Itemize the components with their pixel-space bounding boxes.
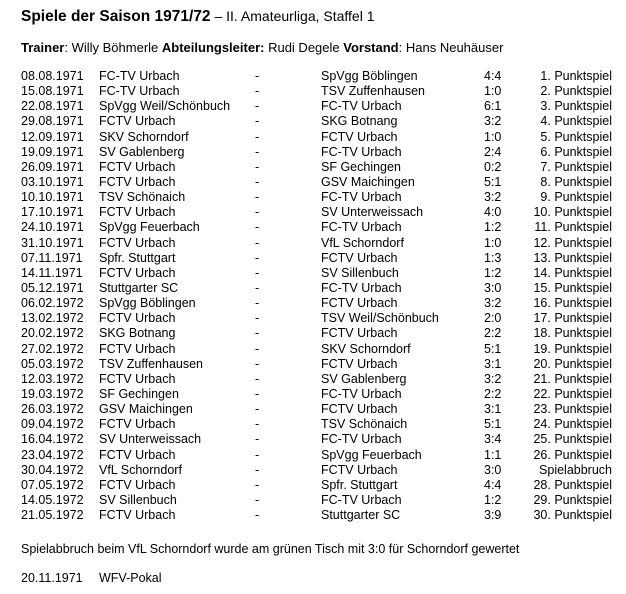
match-date: 26.03.1972 xyxy=(21,402,84,417)
home-team: FCTV Urbach xyxy=(99,159,176,174)
match-separator: - xyxy=(255,402,260,417)
match-separator: - xyxy=(255,84,260,99)
match-row xyxy=(21,160,621,175)
match-score: 3:4 xyxy=(484,432,502,447)
match-separator: - xyxy=(255,159,260,174)
match-row xyxy=(21,190,621,205)
match-score: 3:0 xyxy=(484,462,502,477)
away-team: FC-TV Urbach xyxy=(321,99,402,114)
match-date: 12.09.1971 xyxy=(21,129,84,144)
match-round: 11. Punktspiel xyxy=(534,220,612,235)
away-team: Stuttgarter SC xyxy=(321,508,401,523)
season-title: Spiele der Saison 1971/72 xyxy=(21,8,211,25)
match-date: 24.10.1971 xyxy=(21,220,84,235)
page-title xyxy=(21,8,375,26)
match-date: 12.03.1972 xyxy=(21,371,84,386)
away-team: FCTV Urbach xyxy=(321,326,398,341)
away-team: TSV Schönaich xyxy=(321,417,408,432)
match-score: 2:2 xyxy=(484,386,502,401)
home-team: VfL Schorndorf xyxy=(99,462,182,477)
match-row xyxy=(21,236,621,251)
match-date: 20.02.1972 xyxy=(21,326,84,341)
match-separator: - xyxy=(255,311,260,326)
home-team: FCTV Urbach xyxy=(99,447,176,462)
match-round: 20. Punktspiel xyxy=(533,356,612,371)
match-date: 23.04.1972 xyxy=(21,447,84,462)
match-score: 2:2 xyxy=(484,326,502,341)
chairman-name: : Hans Neuhäuser xyxy=(398,40,504,55)
match-round: 21. Punktspiel xyxy=(533,371,612,386)
home-team: FCTV Urbach xyxy=(99,311,176,326)
match-score: 3:2 xyxy=(484,296,502,311)
match-round: 30. Punktspiel xyxy=(533,508,612,523)
home-team: Stuttgarter SC xyxy=(99,280,179,295)
away-team: VfL Schorndorf xyxy=(321,235,404,250)
away-team: SF Gechingen xyxy=(321,159,401,174)
away-team: FC-TV Urbach xyxy=(321,220,402,235)
match-score: 1:0 xyxy=(484,129,502,144)
match-round: 1. Punktspiel xyxy=(540,69,612,83)
away-team: FCTV Urbach xyxy=(321,250,398,265)
match-row xyxy=(21,311,621,326)
match-row xyxy=(21,130,621,145)
match-row xyxy=(21,175,621,190)
match-round: 26. Punktspiel xyxy=(533,447,612,462)
match-row xyxy=(21,342,621,357)
match-score: 1:0 xyxy=(484,84,502,99)
match-round: 23. Punktspiel xyxy=(533,402,612,417)
match-date: 13.02.1972 xyxy=(21,311,84,326)
match-row xyxy=(21,417,621,432)
cup-match-row xyxy=(21,571,162,585)
match-score: 1:2 xyxy=(484,220,502,235)
match-date: 08.08.1971 xyxy=(21,69,84,83)
cup-date: 20.11.1971 xyxy=(21,571,83,585)
match-score: 1:0 xyxy=(484,235,502,250)
match-round: 29. Punktspiel xyxy=(533,492,612,507)
away-team: SKG Botnang xyxy=(321,114,398,129)
home-team: FC-TV Urbach xyxy=(99,69,180,83)
match-row xyxy=(21,69,621,84)
department-head-name: Rudi Degele xyxy=(264,40,344,55)
match-separator: - xyxy=(255,356,260,371)
match-date: 14.05.1972 xyxy=(21,492,84,507)
match-row xyxy=(21,251,621,266)
match-row xyxy=(21,493,621,508)
abandonment-note: Spielabbruch beim VfL Schorndorf wurde am grünen Tisch mit 3:0 für Schorndorf gewertet xyxy=(21,542,520,556)
home-team: SV Unterweissach xyxy=(99,432,202,447)
home-team: FCTV Urbach xyxy=(99,371,176,386)
match-score: 3:2 xyxy=(484,371,502,386)
match-separator: - xyxy=(255,205,260,220)
match-date: 29.08.1971 xyxy=(21,114,84,129)
home-team: FC-TV Urbach xyxy=(99,84,180,99)
home-team: SV Gablenberg xyxy=(99,144,185,159)
match-round: 9. Punktspiel xyxy=(540,190,612,205)
home-team: FCTV Urbach xyxy=(99,174,176,189)
match-separator: - xyxy=(255,447,260,462)
away-team: FCTV Urbach xyxy=(321,402,398,417)
match-row xyxy=(21,432,621,447)
away-team: SpVgg Feuerbach xyxy=(321,447,422,462)
match-separator: - xyxy=(255,220,260,235)
home-team: TSV Schönaich xyxy=(99,190,186,205)
match-round: 25. Punktspiel xyxy=(533,432,612,447)
match-round: 12. Punktspiel xyxy=(533,235,612,250)
match-separator: - xyxy=(255,265,260,280)
match-separator: - xyxy=(255,69,260,83)
match-list xyxy=(21,69,621,523)
match-score: 3:2 xyxy=(484,190,502,205)
match-round: 10. Punktspiel xyxy=(533,205,612,220)
match-score: 5:1 xyxy=(484,341,502,356)
match-separator: - xyxy=(255,235,260,250)
match-round: 6. Punktspiel xyxy=(540,144,612,159)
away-team: FC-TV Urbach xyxy=(321,432,402,447)
match-separator: - xyxy=(255,477,260,492)
trainer-label: Trainer xyxy=(21,40,65,55)
match-row xyxy=(21,296,621,311)
match-score: 6:1 xyxy=(484,99,502,114)
match-separator: - xyxy=(255,280,260,295)
away-team: FC-TV Urbach xyxy=(321,144,402,159)
away-team: FC-TV Urbach xyxy=(321,386,402,401)
home-team: Spfr. Stuttgart xyxy=(99,250,176,265)
match-score: 1:2 xyxy=(484,265,502,280)
match-date: 10.10.1971 xyxy=(21,190,84,205)
away-team: FCTV Urbach xyxy=(321,129,398,144)
match-score: 1:1 xyxy=(484,447,502,462)
home-team: TSV Zuffenhausen xyxy=(99,356,204,371)
match-date: 05.03.1972 xyxy=(21,356,84,371)
match-row xyxy=(21,508,621,523)
match-date: 03.10.1971 xyxy=(21,174,84,189)
away-team: GSV Maichingen xyxy=(321,174,415,189)
match-round: 15. Punktspiel xyxy=(533,280,612,295)
match-score: 4:0 xyxy=(484,205,502,220)
match-round: 28. Punktspiel xyxy=(533,477,612,492)
away-team: Spfr. Stuttgart xyxy=(321,477,398,492)
away-team: FCTV Urbach xyxy=(321,296,398,311)
match-score: 4:4 xyxy=(484,69,502,83)
match-row xyxy=(21,372,621,387)
match-row xyxy=(21,387,621,402)
match-separator: - xyxy=(255,144,260,159)
match-score: 0:2 xyxy=(484,159,502,174)
match-score: 3:1 xyxy=(484,356,502,371)
match-separator: - xyxy=(255,296,260,311)
match-separator: - xyxy=(255,432,260,447)
match-round: 19. Punktspiel xyxy=(533,341,612,356)
away-team: SpVgg Böblingen xyxy=(321,69,418,83)
staff-line xyxy=(21,40,503,55)
match-row xyxy=(21,84,621,99)
match-date: 07.05.1972 xyxy=(21,477,84,492)
department-head-label: Abteilungsleiter: xyxy=(161,40,265,55)
away-team: SV Gablenberg xyxy=(321,371,407,386)
match-date: 16.04.1972 xyxy=(21,432,84,447)
match-separator: - xyxy=(255,129,260,144)
match-separator: - xyxy=(255,371,260,386)
match-row xyxy=(21,266,621,281)
match-date: 21.05.1972 xyxy=(21,508,84,523)
match-row xyxy=(21,220,621,235)
match-score: 3:0 xyxy=(484,280,502,295)
home-team: SpVgg Feuerbach xyxy=(99,220,200,235)
match-score: 3:1 xyxy=(484,402,502,417)
away-team: TSV Zuffenhausen xyxy=(321,84,426,99)
home-team: FCTV Urbach xyxy=(99,341,176,356)
match-round: 22. Punktspiel xyxy=(533,386,612,401)
away-team: FC-TV Urbach xyxy=(321,492,402,507)
match-separator: - xyxy=(255,417,260,432)
match-date: 22.08.1971 xyxy=(21,99,84,114)
match-score: 3:9 xyxy=(484,508,502,523)
match-round: 8. Punktspiel xyxy=(540,174,612,189)
home-team: SKV Schorndorf xyxy=(99,129,189,144)
match-score: 2:4 xyxy=(484,144,502,159)
trainer-name: : Willy Böhmerle xyxy=(64,40,162,55)
match-score: 4:4 xyxy=(484,477,502,492)
away-team: SV Sillenbuch xyxy=(321,265,399,280)
home-team: FCTV Urbach xyxy=(99,235,176,250)
match-date: 14.11.1971 xyxy=(21,265,83,280)
match-date: 19.09.1971 xyxy=(21,144,84,159)
match-date: 30.04.1972 xyxy=(21,462,84,477)
match-row xyxy=(21,463,621,478)
home-team: FCTV Urbach xyxy=(99,114,176,129)
match-date: 27.02.1972 xyxy=(21,341,84,356)
match-round: 2. Punktspiel xyxy=(540,84,612,99)
away-team: FCTV Urbach xyxy=(321,462,398,477)
match-round: 4. Punktspiel xyxy=(540,114,612,129)
match-row xyxy=(21,205,621,220)
match-row xyxy=(21,402,621,417)
match-score: 3:2 xyxy=(484,114,502,129)
league-subtitle: – II. Amateurliga, Staffel 1 xyxy=(210,8,375,24)
match-row xyxy=(21,357,621,372)
chairman-label: Vorstand xyxy=(343,40,399,55)
match-row xyxy=(21,478,621,493)
away-team: SV Unterweissach xyxy=(321,205,424,220)
match-separator: - xyxy=(255,462,260,477)
match-date: 19.03.1972 xyxy=(21,386,84,401)
match-date: 17.10.1971 xyxy=(21,205,84,220)
match-score: 2:0 xyxy=(484,311,502,326)
cup-label: WFV-Pokal xyxy=(99,571,162,585)
away-team: FC-TV Urbach xyxy=(321,280,402,295)
match-date: 09.04.1972 xyxy=(21,417,84,432)
match-round: 7. Punktspiel xyxy=(540,159,612,174)
home-team: SF Gechingen xyxy=(99,386,179,401)
match-row xyxy=(21,448,621,463)
home-team: FCTV Urbach xyxy=(99,477,176,492)
match-score: 1:3 xyxy=(484,250,502,265)
match-round: 24. Punktspiel xyxy=(533,417,612,432)
away-team: TSV Weil/Schönbuch xyxy=(321,311,439,326)
away-team: SKV Schorndorf xyxy=(321,341,411,356)
match-separator: - xyxy=(255,99,260,114)
match-date: 07.11.1971 xyxy=(21,250,83,265)
match-row xyxy=(21,281,621,296)
home-team: FCTV Urbach xyxy=(99,265,176,280)
match-separator: - xyxy=(255,250,260,265)
match-separator: - xyxy=(255,190,260,205)
match-date: 06.02.1972 xyxy=(21,296,84,311)
match-round: 16. Punktspiel xyxy=(533,296,612,311)
match-round: 17. Punktspiel xyxy=(533,311,612,326)
match-round: 14. Punktspiel xyxy=(533,265,612,280)
home-team: GSV Maichingen xyxy=(99,402,193,417)
home-team: FCTV Urbach xyxy=(99,508,176,523)
home-team: FCTV Urbach xyxy=(99,205,176,220)
away-team: FC-TV Urbach xyxy=(321,190,402,205)
match-separator: - xyxy=(255,386,260,401)
match-row xyxy=(21,114,621,129)
home-team: SpVgg Böblingen xyxy=(99,296,196,311)
home-team: SpVgg Weil/Schönbuch xyxy=(99,99,231,114)
match-score: 5:1 xyxy=(484,417,502,432)
match-date: 05.12.1971 xyxy=(21,280,84,295)
match-separator: - xyxy=(255,492,260,507)
match-date: 15.08.1971 xyxy=(21,84,84,99)
match-round: 5. Punktspiel xyxy=(540,129,612,144)
match-date: 26.09.1971 xyxy=(21,159,84,174)
match-separator: - xyxy=(255,326,260,341)
match-row xyxy=(21,145,621,160)
match-separator: - xyxy=(255,174,260,189)
match-date: 31.10.1971 xyxy=(21,235,84,250)
match-score: 5:1 xyxy=(484,174,502,189)
home-team: FCTV Urbach xyxy=(99,417,176,432)
match-score: 1:2 xyxy=(484,492,502,507)
match-separator: - xyxy=(255,508,260,523)
match-separator: - xyxy=(255,114,260,129)
match-separator: - xyxy=(255,341,260,356)
away-team: FCTV Urbach xyxy=(321,356,398,371)
match-round: 13. Punktspiel xyxy=(533,250,612,265)
match-row xyxy=(21,326,621,341)
home-team: SKG Botnang xyxy=(99,326,176,341)
match-round: 18. Punktspiel xyxy=(533,326,612,341)
match-round: Spielabbruch xyxy=(539,462,612,477)
match-round: 3. Punktspiel xyxy=(540,99,612,114)
home-team: SV Sillenbuch xyxy=(99,492,177,507)
match-row xyxy=(21,99,621,114)
